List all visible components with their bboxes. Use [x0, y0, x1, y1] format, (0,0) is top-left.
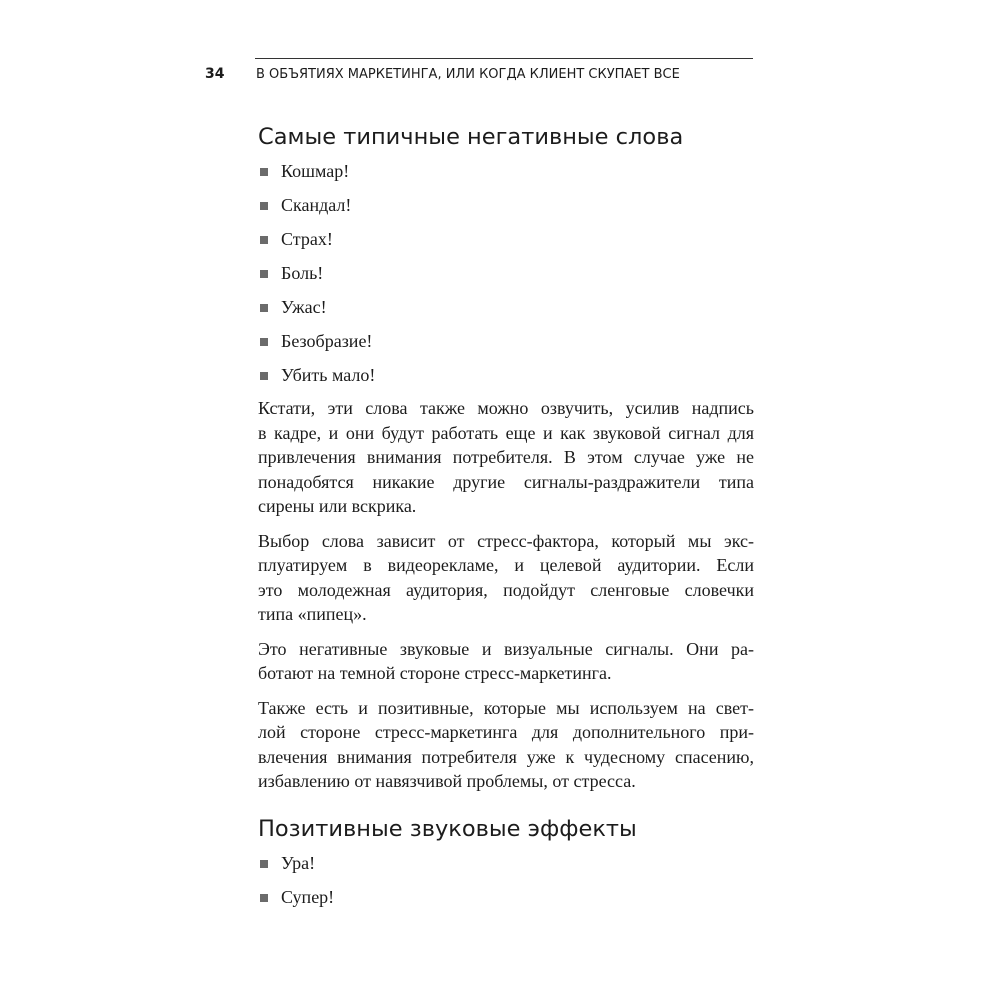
list-item: Кошмар! — [258, 154, 754, 188]
paragraph: Также есть и позитивные, которые мы используем на свет- лой стороне стресс-маркетинга для дополнительного при- влечения внимания потребителя уже к чудесному спасению, избавлению от навязчивой проблемы, от стресса. — [258, 697, 754, 791]
list-item: Убить мало! — [258, 358, 754, 392]
square-bullet-icon — [260, 338, 268, 346]
list-item: Страх! — [258, 222, 754, 256]
list-item: Ура! — [258, 846, 754, 880]
list-item: Ужас! — [258, 290, 754, 324]
list-item: Скандал! — [258, 188, 754, 222]
positive-sounds-list — [258, 846, 754, 914]
square-bullet-icon — [260, 860, 268, 868]
negative-words-list — [258, 154, 754, 392]
page-content — [258, 120, 754, 914]
list-item: Безобразие! — [258, 324, 754, 358]
paragraph: Кстати, эти слова также можно озвучить, усилив надпись в кадре, и они будут работать еще и как звуковой сигнал для привлечения внимания потребителя. В этом случае уже не понадобятся никакие другие сигналы-раздражители типа сирены или вскрика. — [258, 398, 754, 516]
list-item: Боль! — [258, 256, 754, 290]
square-bullet-icon — [260, 202, 268, 210]
square-bullet-icon — [260, 894, 268, 902]
paragraph: Выбор слова зависит от стресс-фактора, который мы экс- плуатируем в видеорекламе, и целевой аудитории. Если это молодежная аудитория, подойдут сленговые словечки типа «пипец». — [258, 530, 754, 624]
section-heading-positive-sounds: Позитивные звуковые эффекты — [258, 815, 637, 842]
page-header — [205, 56, 753, 86]
running-title: В ОБЪЯТИЯХ МАРКЕТИНГА, ИЛИ КОГДА КЛИЕНТ СКУПАЕТ ВСЕ — [256, 67, 680, 82]
square-bullet-icon — [260, 304, 268, 312]
square-bullet-icon — [260, 270, 268, 278]
square-bullet-icon — [260, 168, 268, 176]
page-number: 34 — [205, 66, 225, 82]
square-bullet-icon — [260, 236, 268, 244]
header-rule — [255, 58, 753, 59]
paragraph: Это негативные звуковые и визуальные сигналы. Они ра- ботают на темной стороне стресс-маркетинга. — [258, 638, 754, 683]
square-bullet-icon — [260, 372, 268, 380]
list-item: Супер! — [258, 880, 754, 914]
section-heading-negative-words: Самые типичные негативные слова — [258, 124, 684, 150]
